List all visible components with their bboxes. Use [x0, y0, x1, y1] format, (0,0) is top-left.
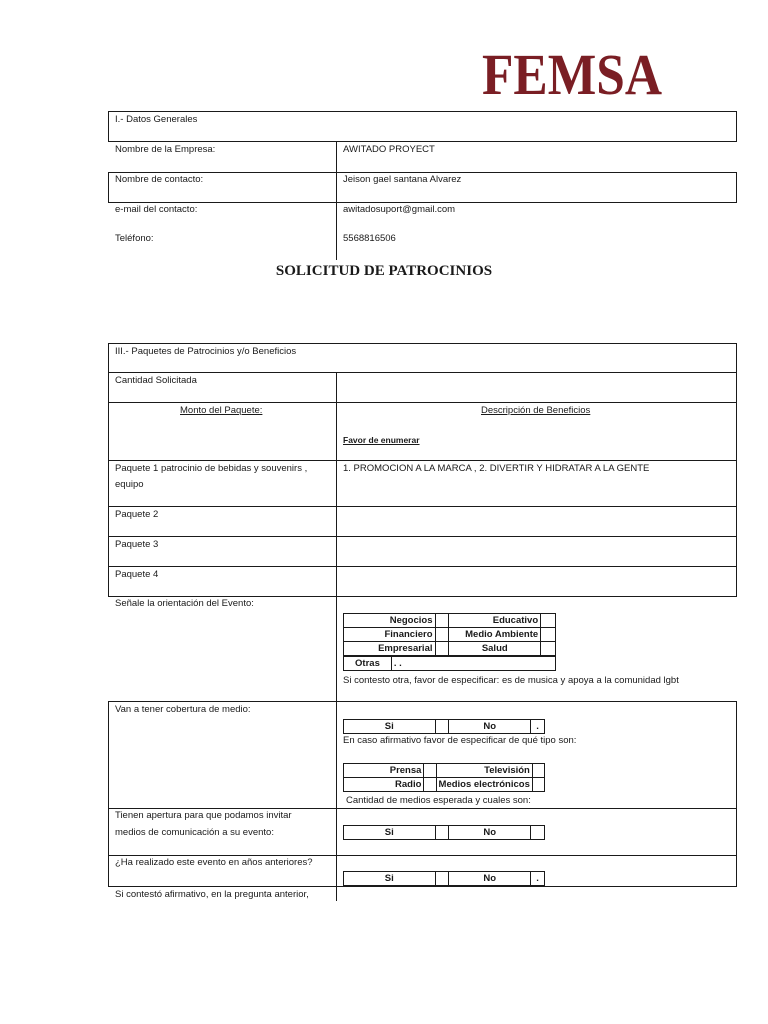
checkbox-educativo[interactable] [541, 614, 556, 628]
phone-label: Teléfono: [115, 233, 154, 244]
section1-heading-box [108, 111, 737, 142]
cobertura-si-checkbox[interactable] [435, 720, 449, 734]
email-label: e-mail del contacto: [115, 204, 198, 215]
cobertura-box [108, 701, 737, 809]
option-educativo[interactable]: Educativo [449, 614, 541, 628]
contact-label: Nombre de contacto: [115, 174, 204, 185]
cobertura-options [343, 719, 545, 734]
apertura-si[interactable]: Si [344, 826, 436, 840]
checkbox-medio-ambiente[interactable] [541, 628, 556, 642]
company-label: Nombre de la Empresa: [115, 144, 216, 155]
afirmativo-text: En caso afirmativo favor de especificar de qué tipo son: [343, 735, 577, 746]
realizado-no-checkbox[interactable]: . [531, 872, 545, 886]
section1-divider [336, 142, 337, 260]
realizado-label: ¿Ha realizado este evento en años anteriores? [115, 857, 313, 868]
email-value: awitadosuport@gmail.com [343, 204, 456, 215]
apertura-label-line1: Tienen apertura para que podamos invitar [115, 810, 292, 821]
section1-heading: I.- Datos Generales [115, 114, 198, 125]
checkbox-negocios[interactable] [435, 614, 449, 628]
checkbox-medios-electronicos[interactable] [532, 778, 544, 792]
option-radio[interactable]: Radio [344, 778, 424, 792]
option-prensa[interactable]: Prensa [344, 764, 424, 778]
realizado-options [343, 871, 545, 886]
apertura-no-checkbox[interactable] [531, 826, 545, 840]
option-medios-electronicos[interactable]: Medios electrónicos [436, 778, 532, 792]
company-value: AWITADO PROYECT [343, 144, 435, 155]
apertura-options [343, 825, 545, 840]
checkbox-empresarial[interactable] [435, 642, 449, 656]
otras-option-row [343, 656, 556, 671]
paquete4-box [108, 566, 737, 597]
orientacion-options [343, 613, 556, 656]
paquete2-label: Paquete 2 [115, 509, 159, 520]
apertura-si-checkbox[interactable] [435, 826, 449, 840]
monto-label: Monto del Paquete: [180, 405, 263, 416]
option-salud[interactable]: Salud [449, 642, 541, 656]
left-border-apertura [108, 809, 109, 855]
cobertura-label: Van a tener cobertura de medio: [115, 704, 251, 715]
document-title: SOLICITUD DE PATROCINIOS [275, 263, 493, 279]
logo-text: FEMSA [482, 42, 663, 107]
cobertura-si[interactable]: Si [344, 720, 436, 734]
otra-especificar-text: Si contesto otra, favor de especificar: es de musica y apoya a la comunidad lgbt [343, 675, 679, 686]
cantidad-medios-text: Cantidad de medios esperada y cuales son: [346, 795, 531, 806]
right-border-apertura [736, 809, 737, 855]
option-financiero[interactable]: Financiero [344, 628, 436, 642]
apertura-label-line2: medios de comunicación a su evento: [115, 827, 274, 838]
paquete4-label: Paquete 4 [115, 569, 159, 580]
option-empresarial[interactable]: Empresarial [344, 642, 436, 656]
option-television[interactable]: Televisión [436, 764, 532, 778]
favor-label: Favor de enumerar [343, 435, 420, 445]
section3-heading: III.- Paquetes de Patrocinios y/o Beneficios [115, 346, 297, 357]
checkbox-prensa[interactable] [424, 764, 436, 778]
phone-value: 5568816506 [343, 233, 396, 244]
descripcion-label: Descripción de Beneficios [481, 405, 591, 416]
cobertura-no-checkbox[interactable]: . [531, 720, 545, 734]
medios-options [343, 763, 545, 792]
paquete1-label-line1: Paquete 1 patrocinio de bebidas y souvenirs , [115, 463, 308, 474]
cantidad-label: Cantidad Solicitada [115, 375, 197, 386]
paquete2-box [108, 506, 737, 537]
checkbox-television[interactable] [532, 764, 544, 778]
option-otras[interactable]: Otras [344, 657, 392, 671]
checkbox-radio[interactable] [424, 778, 436, 792]
orientacion-label: Señale la orientación del Evento: [115, 598, 254, 609]
paquete1-value: 1. PROMOCION A LA MARCA , 2. DIVERTIR Y HIDRATAR A LA GENTE [343, 463, 650, 474]
realizado-no[interactable]: No [449, 872, 531, 886]
realizado-si-checkbox[interactable] [435, 872, 449, 886]
apertura-no[interactable]: No [449, 826, 531, 840]
paquete1-label-line2: equipo [115, 479, 144, 490]
option-medio-ambiente[interactable]: Medio Ambiente [449, 628, 541, 642]
realizado-si[interactable]: Si [344, 872, 436, 886]
checkbox-financiero[interactable] [435, 628, 449, 642]
footer-question: Si contestó afirmativo, en la pregunta anterior, [115, 889, 309, 900]
cobertura-no[interactable]: No [449, 720, 531, 734]
checkbox-salud[interactable] [541, 642, 556, 656]
option-negocios[interactable]: Negocios [344, 614, 436, 628]
paquete3-label: Paquete 3 [115, 539, 159, 550]
contact-value: Jeison gael santana Alvarez [343, 174, 462, 185]
femsa-logo [482, 40, 664, 107]
otras-field[interactable]: . . [391, 657, 555, 671]
